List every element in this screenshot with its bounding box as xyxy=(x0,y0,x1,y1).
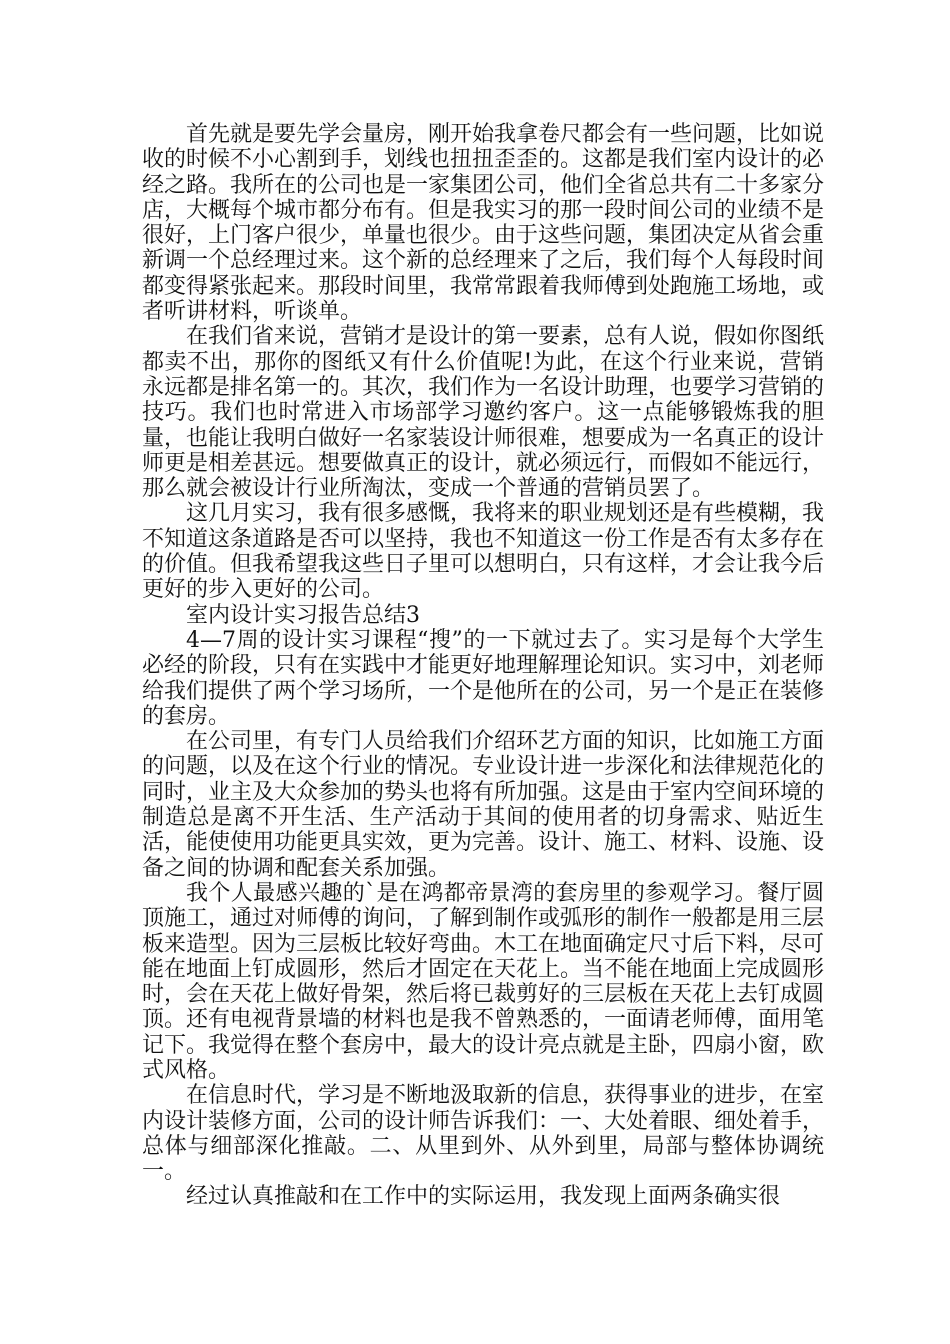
paragraph-conclusion-start: 经过认真推敲和在工作中的实际运用，我发现上面两条确实很 xyxy=(186,1184,781,1210)
paragraph-career-reflection: 这几月实习，我有很多感慨，我将来的职业规划还是有些模糊，我不知道这条道路是否可以坚持，我也不知道这一份工作是否有太多存在的价值。但我希望我这些日子里可以想明白，只有这样，才会让我今后更好的步入更好的公司。 xyxy=(142,501,825,603)
paragraph-site-visit: 我个人最感兴趣的`是在鸿都帝景湾的套房里的参观学习。餐厅圆顶施工，通过对师傅的询问，了解到制作或弧形的制作一般都是用三层板来造型。因为三层板比较好弯曲。木工在地面确定尺寸后下料，尽可能在地面上钉成圆形，然后才固定在天花上。当不能在地面上完成圆形时，会在天花上做好骨架，然后将已裁剪好的三层板在天花上去钉成圆顶。还有电视背景墙的材料也是我不曾熟悉的，一面请老师傅，面用笔记下。我觉得在整个套房中，最大的设计亮点就是主卧，四扇小窗，欧式风格。 xyxy=(142,880,825,1083)
paragraph-marketing: 在我们省来说，营销才是设计的第一要素，总有人说，假如你图纸都卖不出，那你的图纸又有什么价值呢!为此，在这个行业来说，营销永远都是排名第一的。其次，我们作为一名设计助理，也要学习营销的技巧。我们也时常进入市场部学习邀约客户。这一点能够锻炼我的胆量，也能让我明白做好一名家装设计师很难，想要成为一名真正的设计师更是相差甚远。想要做真正的设计，就必须远行，而假如不能远行，那么就会被设计行业所淘汰，变成一个普通的营销员罢了。 xyxy=(142,324,825,502)
document-body xyxy=(142,122,824,1210)
paragraph-information-age: 在信息时代，学习是不断地汲取新的信息，获得事业的进步，在室内设计装修方面，公司的设计师告诉我们：一、大处着眼、细处着手，总体与细部深化推敲。二、从里到外、从外到里，局部与整体协调统一。 xyxy=(142,1083,825,1185)
paragraph-internship-course: 4—7周的设计实习课程“搜”的一下就过去了。实习是每个大学生必经的阶段，只有在实践中才能更好地理解理论知识。实习中，刘老师给我们提供了两个学习场所，一个是他所在的公司，另一个是正在装修的套房。 xyxy=(142,627,825,729)
paragraph-company-learning: 在公司里，有专门人员给我们介绍环艺方面的知识，比如施工方面的问题，以及在这个行业的情况。专业设计进一步深化和法律规范化的同时，业主及大众参加的势头也将有所加强。这是由于室内空间环境的制造总是离不开生活、生产活动于其间的使用者的切身需求、贴近生活，能使使用功能更具实效，更为完善。设计、施工、材料、设施、设备之间的协调和配套关系加强。 xyxy=(142,729,825,881)
section-heading-summary-3: 室内设计实习报告总结3 xyxy=(186,602,420,628)
paragraph-measuring-rooms: 首先就是要先学会量房，刚开始我拿卷尺都会有一些问题，比如说收的时候不小心割到手，划线也扭扭歪歪的。这都是我们室内设计的必经之路。我所在的公司也是一家集团公司，他们全省总共有二十多家分店，大概每个城市都分布有。但是我实习的那一段时间公司的业绩不是很好，上门客户很少，单量也很少。由于这些问题，集团决定从省会重新调一个总经理过来。这个新的总经理来了之后，我们每个人每段时间都变得紧张起来。那段时间里，我常常跟着我师傅到处跑施工场地，或者听讲材料，听谈单。 xyxy=(142,122,825,325)
